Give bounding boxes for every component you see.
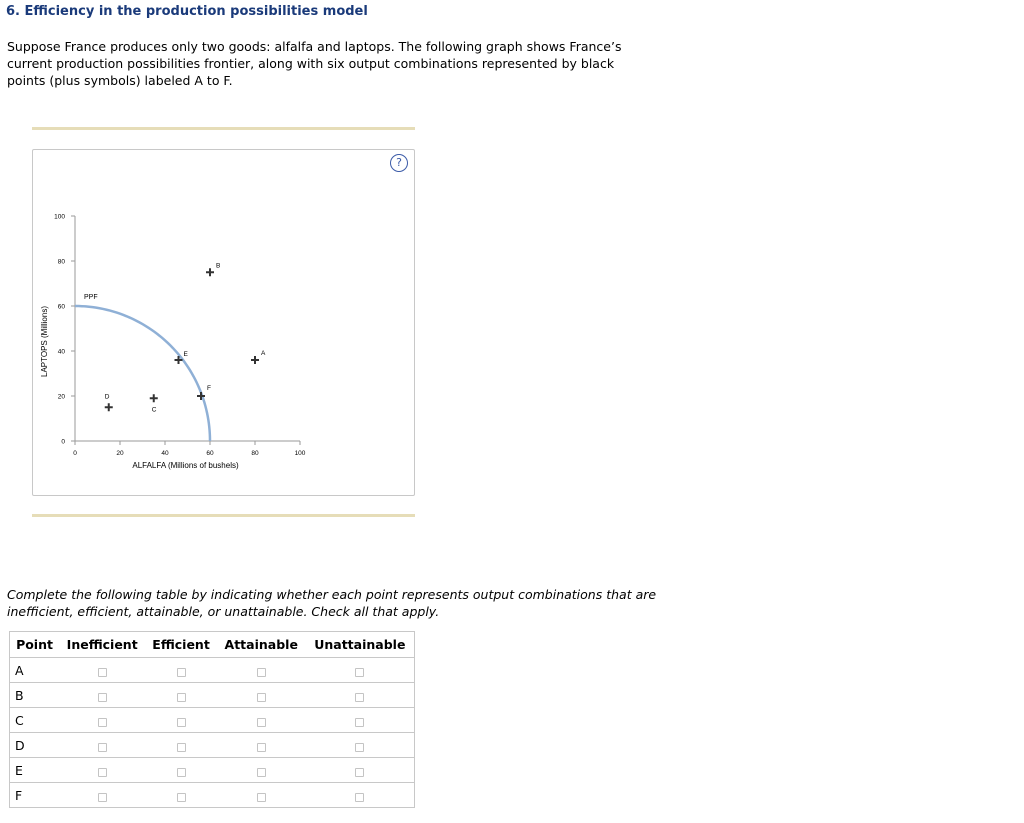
column-header-point: Point: [10, 632, 60, 658]
checkbox-cell: [59, 733, 145, 758]
checkbox-b-unattainable[interactable]: [355, 693, 364, 702]
checkbox-cell: [59, 783, 145, 808]
checkbox-e-inefficient[interactable]: [98, 768, 107, 777]
checkbox-cell: [306, 658, 415, 683]
answer-table: [9, 631, 415, 808]
checkbox-a-inefficient[interactable]: [98, 668, 107, 677]
checkbox-d-unattainable[interactable]: [355, 743, 364, 752]
top-divider: [32, 127, 415, 130]
checkbox-cell: [306, 783, 415, 808]
table-row: [10, 783, 415, 808]
graph-panel: [32, 149, 415, 496]
checkbox-cell: [59, 683, 145, 708]
question-intro: Suppose France produces only two goods: alfalfa and laptops. The following graph shows France’s current production possibilities frontier, along with six output combinations represented by black points (plus symbols) labeled A to F.: [7, 39, 622, 88]
x-tick-label: 60: [206, 450, 214, 457]
x-tick-label: 0: [73, 450, 77, 457]
ppf-label: PPF: [84, 294, 98, 301]
table-row: [10, 733, 415, 758]
checkbox-cell: [306, 733, 415, 758]
point-name-cell: B: [10, 683, 60, 708]
checkbox-cell: [145, 783, 217, 808]
checkbox-a-unattainable[interactable]: [355, 668, 364, 677]
checkbox-f-unattainable[interactable]: [355, 793, 364, 802]
checkbox-cell: [59, 658, 145, 683]
table-row: [10, 683, 415, 708]
x-tick-label: 80: [251, 450, 259, 457]
checkbox-a-attainable[interactable]: [257, 668, 266, 677]
y-tick-label: 0: [61, 438, 65, 446]
ppf-curve: [75, 306, 210, 441]
checkbox-d-attainable[interactable]: [257, 743, 266, 752]
y-axis-label: LAPTOPS (Millions): [40, 306, 49, 377]
y-tick-label: 80: [57, 258, 65, 266]
bottom-divider: [32, 514, 415, 517]
checkbox-cell: [145, 758, 217, 783]
y-tick-label: 100: [54, 213, 65, 221]
checkbox-b-inefficient[interactable]: [98, 693, 107, 702]
checkbox-cell: [217, 758, 306, 783]
point-f-label: F: [207, 385, 211, 392]
point-b-label: B: [216, 262, 221, 270]
point-name-cell: E: [10, 758, 60, 783]
checkbox-cell: [306, 683, 415, 708]
table-header-row: [10, 632, 415, 658]
point-name-cell: C: [10, 708, 60, 733]
point-name-cell: F: [10, 783, 60, 808]
checkbox-e-unattainable[interactable]: [355, 768, 364, 777]
column-header-inefficient: Inefficient: [59, 632, 145, 658]
checkbox-f-efficient[interactable]: [177, 793, 186, 802]
checkbox-cell: [306, 758, 415, 783]
checkbox-f-attainable[interactable]: [257, 793, 266, 802]
table-row: [10, 708, 415, 733]
x-tick-label: 20: [116, 450, 124, 457]
point-a-label: A: [261, 350, 266, 357]
column-header-efficient: Efficient: [145, 632, 217, 658]
checkbox-e-efficient[interactable]: [177, 768, 186, 777]
checkbox-cell: [217, 658, 306, 683]
column-header-attainable: Attainable: [217, 632, 306, 658]
checkbox-d-efficient[interactable]: [177, 743, 186, 752]
x-tick-label: 40: [161, 450, 169, 457]
ppf-chart: [33, 150, 414, 495]
checkbox-cell: [145, 683, 217, 708]
point-name-cell: A: [10, 658, 60, 683]
table-row: [10, 758, 415, 783]
checkbox-cell: [217, 708, 306, 733]
y-tick-label: 40: [57, 348, 65, 356]
checkbox-cell: [145, 733, 217, 758]
checkbox-c-attainable[interactable]: [257, 718, 266, 727]
point-d-label: D: [104, 393, 110, 401]
checkbox-cell: [145, 708, 217, 733]
checkbox-cell: [306, 708, 415, 733]
help-icon[interactable]: ?: [390, 154, 408, 172]
checkbox-d-inefficient[interactable]: [98, 743, 107, 752]
checkbox-cell: [145, 658, 217, 683]
checkbox-c-inefficient[interactable]: [98, 718, 107, 727]
point-e-label: E: [183, 351, 188, 358]
point-c-label: C: [151, 406, 157, 414]
column-header-unattainable: Unattainable: [306, 632, 415, 658]
checkbox-b-attainable[interactable]: [257, 693, 266, 702]
checkbox-e-attainable[interactable]: [257, 768, 266, 777]
checkbox-cell: [59, 708, 145, 733]
checkbox-cell: [217, 783, 306, 808]
x-axis-label: ALFALFA (Millions of bushels): [132, 461, 239, 470]
checkbox-cell: [59, 758, 145, 783]
checkbox-c-unattainable[interactable]: [355, 718, 364, 727]
checkbox-f-inefficient[interactable]: [98, 793, 107, 802]
question-title: 6. Efficiency in the production possibilities model: [6, 4, 368, 19]
checkbox-cell: [217, 733, 306, 758]
x-tick-label: 100: [294, 450, 306, 457]
checkbox-b-efficient[interactable]: [177, 693, 186, 702]
point-name-cell: D: [10, 733, 60, 758]
checkbox-a-efficient[interactable]: [177, 668, 186, 677]
y-tick-label: 20: [57, 393, 65, 401]
checkbox-cell: [217, 683, 306, 708]
table-row: [10, 658, 415, 683]
checkbox-c-efficient[interactable]: [177, 718, 186, 727]
y-tick-label: 60: [57, 303, 65, 311]
table-instruction: Complete the following table by indicating whether each point represents output combinations that are inefficient, efficient, attainable, or unattainable. Check all that apply.: [7, 587, 657, 619]
